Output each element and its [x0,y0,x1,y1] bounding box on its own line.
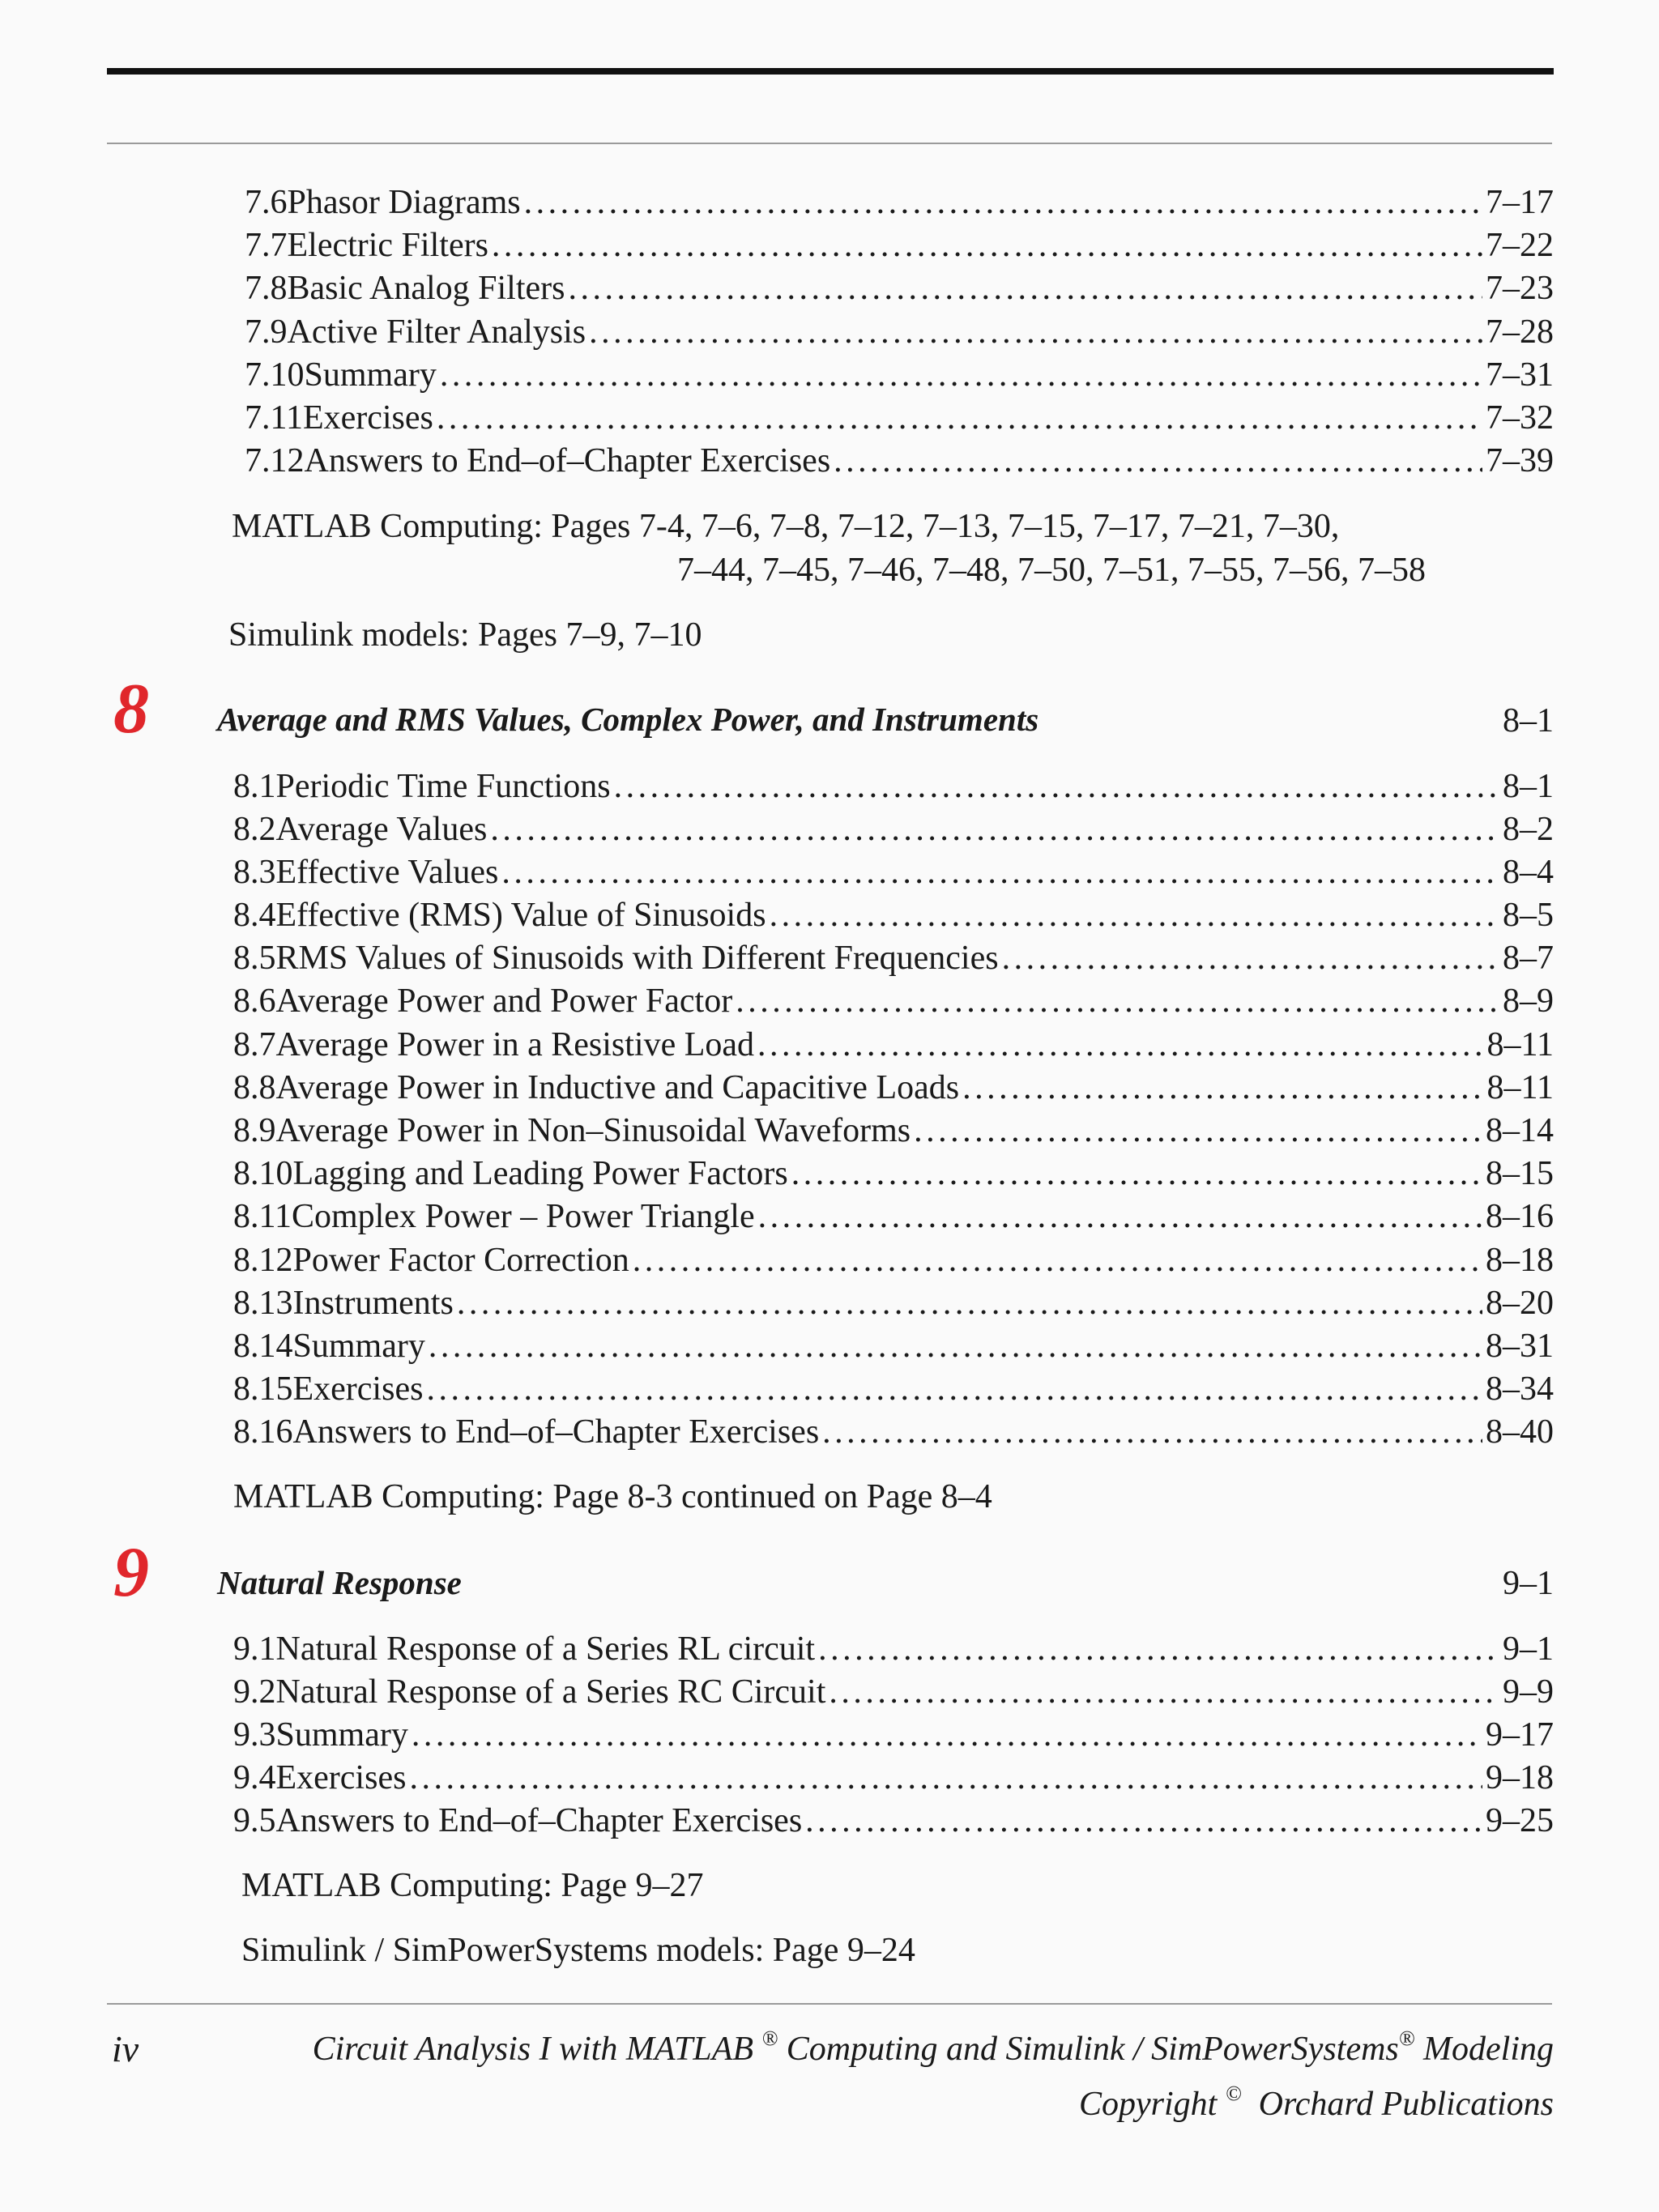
entry-page: 8–20 [1486,1285,1554,1322]
dot-leader [791,1153,1482,1195]
entry-title: Answers to End–of–Chapter Exercises [275,1802,803,1839]
ch9-matlab-note: MATLAB Computing: Page 9–27 [241,1867,704,1904]
ch9-simulink-note: Simulink / SimPowerSystems models: Page 9–24 [241,1932,915,1969]
entry-number: 8.10 [233,1155,293,1192]
entry-page: 7–23 [1486,270,1554,307]
toc-entry[interactable] [233,1196,1554,1238]
toc-entry[interactable] [233,1110,1554,1152]
toc-entry[interactable] [233,1757,1554,1799]
entry-number: 8.4 [233,897,276,934]
entry-number: 8.6 [233,982,276,1020]
dot-leader [757,1024,1484,1066]
book-title-part2: Computing and Simulink / SimPowerSystems [778,2031,1399,2068]
toc-entry[interactable] [233,1282,1554,1324]
entry-page: 8–18 [1486,1242,1554,1279]
dot-leader [822,1411,1482,1453]
dot-leader [490,808,1499,850]
toc-entry[interactable] [233,1714,1554,1756]
book-title-part3: Modeling [1414,2031,1554,2068]
chapter-9-title[interactable]: Natural Response [217,1564,462,1601]
publisher-name: Orchard Publications [1258,2086,1554,2123]
toc-entry[interactable] [233,1800,1554,1842]
entry-number: 9.3 [233,1716,276,1754]
entry-number: 7.12 [245,442,305,479]
entry-title: Summary [275,1716,408,1754]
page-number-label: iv [112,2028,139,2069]
dot-leader [805,1800,1482,1842]
top-thin-rule [107,143,1552,144]
dot-leader [914,1110,1482,1152]
entry-title: Electric Filters [287,227,488,264]
entry-title: Effective Values [275,854,499,891]
entry-page: 8–5 [1503,897,1554,934]
entry-page: 7–28 [1486,313,1554,351]
entry-title: Average Power in Inductive and Capacitive Loads [275,1069,960,1106]
entry-title: Natural Response of a Series RC Circuit [275,1673,826,1711]
toc-entry[interactable] [233,980,1554,1022]
dot-leader [501,851,1499,893]
entry-page: 8–11 [1486,1069,1554,1106]
dot-leader [440,354,1482,396]
entry-page: 7–22 [1486,227,1554,264]
footer-rule [107,2003,1552,2005]
registered-mark: ® [761,2027,778,2050]
entry-page: 8–40 [1486,1413,1554,1451]
ch7-matlab-note-line2: 7–44, 7–45, 7–46, 7–48, 7–50, 7–51, 7–55, 7–56, 7–58 [677,552,1426,589]
entry-page: 7–32 [1486,399,1554,437]
toc-entry[interactable] [233,1628,1554,1670]
toc-entry[interactable] [245,224,1554,266]
entry-number: 8.2 [233,811,276,848]
entry-page: 8–11 [1486,1026,1554,1063]
entry-title: Answers to End–of–Chapter Exercises [292,1413,820,1451]
entry-title: Effective (RMS) Value of Sinusoids [275,897,766,934]
copyright-symbol: © [1225,2082,1242,2105]
entry-page: 9–25 [1486,1802,1554,1839]
chapter-8-title[interactable]: Average and RMS Values, Complex Power, and Instruments [217,701,1039,738]
entry-number: 7.7 [245,227,288,264]
entry-title: Complex Power – Power Triangle [291,1198,755,1235]
entry-page: 9–18 [1486,1759,1554,1796]
toc-entry[interactable] [233,1067,1554,1109]
dot-leader [962,1067,1483,1109]
footer-copyright [1079,2083,1554,2125]
entry-number: 8.15 [233,1370,293,1408]
toc-entry[interactable] [245,181,1554,224]
entry-title: Summary [292,1328,425,1365]
toc-entry[interactable] [233,765,1554,808]
toc-entry[interactable] [233,1368,1554,1410]
dot-leader [437,397,1482,439]
ch8-matlab-note: MATLAB Computing: Page 8-3 continued on Page 8–4 [233,1478,992,1515]
entry-title: Phasor Diagrams [287,184,521,221]
toc-entry[interactable] [245,397,1554,439]
book-title-part1: Circuit Analysis I with MATLAB [312,2031,754,2068]
entry-number: 7.9 [245,313,288,351]
dot-leader [818,1628,1499,1670]
entry-number: 7.10 [245,356,305,394]
dot-leader [589,311,1482,353]
entry-page: 8–1 [1503,768,1554,805]
entry-page: 8–9 [1503,982,1554,1020]
entry-title: Periodic Time Functions [275,768,611,805]
dot-leader [1002,937,1499,979]
entry-title: Answers to End–of–Chapter Exercises [304,442,831,479]
entry-title: Summary [304,356,437,394]
copyright-word: Copyright [1079,2086,1218,2123]
dot-leader [633,1239,1482,1281]
toc-entry[interactable] [233,1153,1554,1195]
chapter-8-page: 8–1 [1503,702,1554,739]
dot-leader [829,1671,1499,1713]
toc-entry[interactable] [233,1671,1554,1713]
entry-page: 8–7 [1503,940,1554,977]
toc-entry[interactable] [233,1239,1554,1281]
entry-page: 8–15 [1486,1155,1554,1192]
registered-mark: ® [1398,2027,1415,2050]
entry-title: RMS Values of Sinusoids with Different Frequencies [275,940,999,977]
entry-title: Average Power in a Resistive Load [275,1026,755,1063]
toc-entry[interactable] [233,937,1554,979]
entry-page: 8–16 [1486,1198,1554,1235]
entry-number: 7.6 [245,184,288,221]
dot-leader [409,1757,1482,1799]
toc-entry[interactable] [245,311,1554,353]
entry-page: 9–9 [1503,1673,1554,1711]
entry-title: Instruments [292,1285,454,1322]
dot-leader [614,765,1499,808]
ch7-simulink-note: Simulink models: Pages 7–9, 7–10 [228,616,702,654]
entry-number: 8.11 [233,1198,292,1235]
top-thick-rule [107,68,1554,75]
entry-number: 9.5 [233,1802,276,1839]
entry-title: Power Factor Correction [292,1242,629,1279]
entry-page: 8–2 [1503,811,1554,848]
entry-number: 9.4 [233,1759,276,1796]
entry-number: 8.16 [233,1413,293,1451]
entry-page: 8–31 [1486,1328,1554,1365]
dot-leader [492,224,1482,266]
entry-number: 7.11 [245,399,303,437]
entry-title: Exercises [302,399,433,437]
entry-title: Basic Analog Filters [287,270,565,307]
chapter-8-number: 8 [113,670,149,748]
dot-leader [524,181,1482,224]
entry-title: Exercises [275,1759,407,1796]
toc-entry[interactable] [245,354,1554,396]
entry-number: 9.1 [233,1630,276,1668]
dot-leader [770,894,1499,936]
dot-leader [758,1196,1482,1238]
entry-title: Natural Response of a Series RL circuit [275,1630,816,1668]
dot-leader [736,980,1499,1022]
entry-title: Average Power and Power Factor [275,982,733,1020]
dot-leader [568,267,1482,309]
toc-entry[interactable] [245,440,1554,482]
dot-leader [834,440,1482,482]
entry-page: 7–31 [1486,356,1554,394]
dot-leader [429,1325,1482,1367]
chapter-9-number: 9 [113,1533,149,1612]
entry-page: 7–17 [1486,184,1554,221]
entry-number: 8.12 [233,1242,293,1279]
entry-number: 8.8 [233,1069,276,1106]
entry-title: Exercises [292,1370,424,1408]
dot-leader [426,1368,1482,1410]
entry-number: 8.1 [233,768,276,805]
entry-page: 7–39 [1486,442,1554,479]
toc-entry[interactable] [233,894,1554,936]
entry-title: Lagging and Leading Power Factors [292,1155,788,1192]
toc-entry[interactable] [233,808,1554,850]
entry-page: 8–34 [1486,1370,1554,1408]
entry-number: 8.9 [233,1112,276,1149]
entry-number: 7.8 [245,270,288,307]
entry-title: Average Power in Non–Sinusoidal Waveforms [275,1112,911,1149]
chapter-9-page: 9–1 [1503,1565,1554,1602]
entry-title: Active Filter Analysis [287,313,586,351]
entry-title: Average Values [275,811,488,848]
entry-page: 8–4 [1503,854,1554,891]
dot-leader [457,1282,1482,1324]
footer-book-title [313,2028,1554,2070]
entry-number: 9.2 [233,1673,276,1711]
toc-entry[interactable] [233,1024,1554,1066]
dot-leader [412,1714,1482,1756]
entry-page: 8–14 [1486,1112,1554,1149]
entry-number: 8.13 [233,1285,293,1322]
toc-entry[interactable] [245,267,1554,309]
entry-number: 8.5 [233,940,276,977]
entry-number: 8.7 [233,1026,276,1063]
toc-entry[interactable] [233,1411,1554,1453]
toc-entry[interactable] [233,851,1554,893]
entry-number: 8.3 [233,854,276,891]
toc-entry[interactable] [233,1325,1554,1367]
entry-number: 8.14 [233,1328,293,1365]
entry-page: 9–17 [1486,1716,1554,1754]
ch7-matlab-note-line1: MATLAB Computing: Pages 7-4, 7–6, 7–8, 7–12, 7–13, 7–15, 7–17, 7–21, 7–30, [232,508,1340,545]
entry-page: 9–1 [1503,1630,1554,1668]
